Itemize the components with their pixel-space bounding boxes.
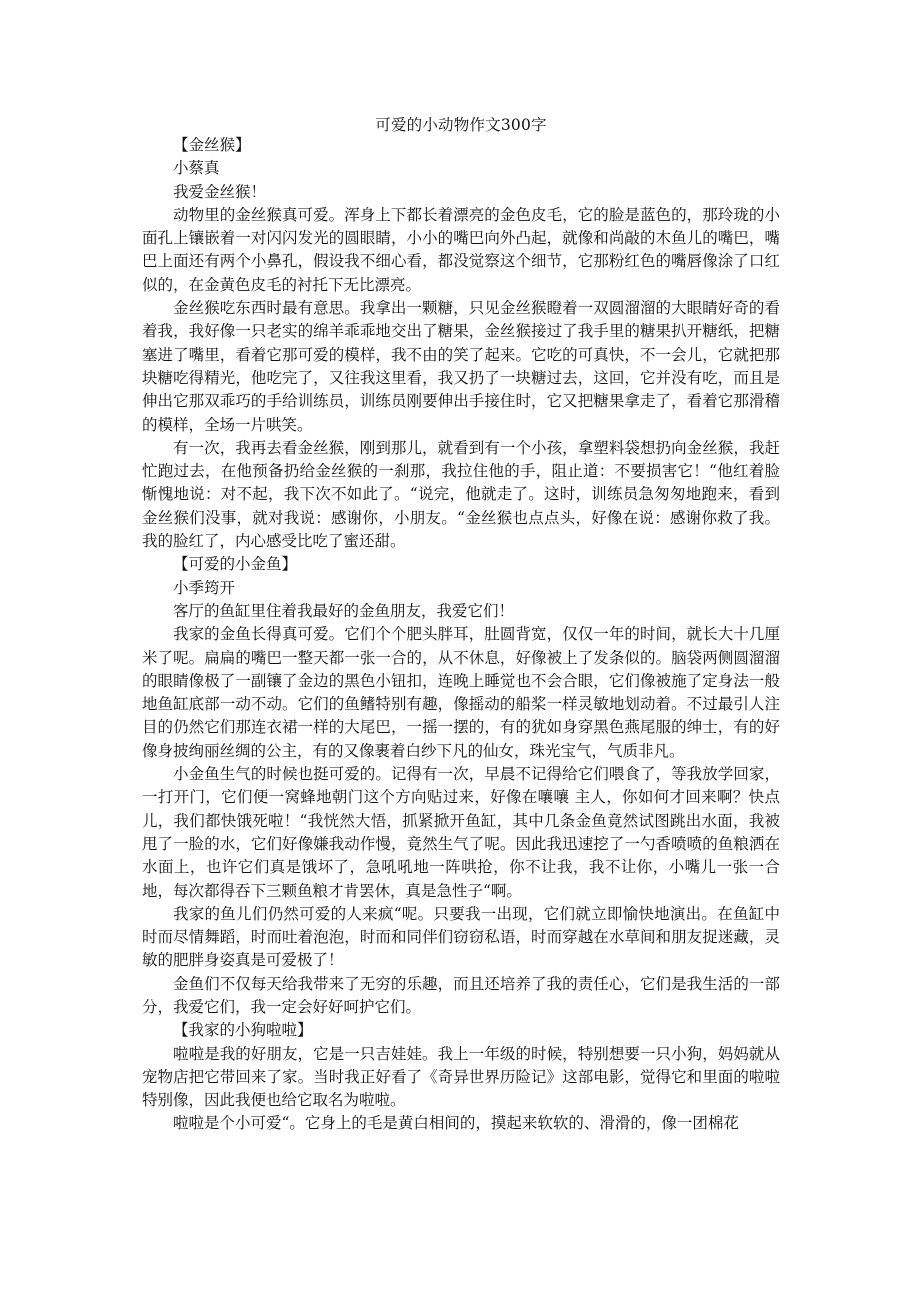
paragraph: 啦啦是个小可爱“。它身上的毛是黄白相间的，摸起来软软的、滑滑的，像一团棉花 <box>173 1114 739 1133</box>
author-name: 小蔡真 <box>173 159 220 178</box>
section-heading-goldfish: 【可爱的小金鱼】 <box>173 555 298 574</box>
paragraph: 金鱼们不仅每天给我带来了无穷的乐趣，而且还培养了我的责任心，它们是我生活的一部分，我爱它们，我一定会好好呵护它们。 <box>142 974 780 1016</box>
paragraph: 动物里的金丝猴真可爱。浑身上下都长着漂亮的金色皮毛，它的脸是蓝色的，那玲珑的小面孔上镶嵌着一对闪闪发光的圆眼睛，小小的嘴巴向外凸起，就像和尚敲的木鱼儿的嘴巴，嘴巴上面还有两个小鼻孔，假设我不细心看，都没觉察这个细节，它那粉红色的嘴唇像涂了口红似的，在金黄色皮毛的衬托下无比漂亮。 <box>142 205 780 294</box>
paragraph: 客厅的鱼缸里住着我最好的金鱼朋友，我爱它们！ <box>173 601 515 620</box>
paragraph: 有一次，我再去看金丝猴，刚到那儿，就看到有一个小孩，拿塑料袋想扔向金丝猴，我赶忙跑过去，在他预备扔给金丝猴的一刹那，我拉住他的手，阻止道：不要损害它！“他红着脸惭愧地说：对不起，我下次不如此了。“说完，他就走了。这时，训练员急匆匆地跑来，看到金丝猴们没事，就对我说：感谢你，小朋友。“金丝猴也点点头，好像在说：感谢你救了我。我的脸红了，内心感受比吃了蜜还甜。 <box>142 438 780 551</box>
author-name: 小季筠开 <box>173 578 236 597</box>
paragraph: 我家的鱼儿们仍然可爱的人来疯“呢。只要我一出现，它们就立即愉快地演出。在鱼缸中时而尽情舞蹈，时而吐着泡泡，时而和同伴们窃窃私语，时而穿越在水草间和朋友捉迷藏，灵敏的肥胖身姿真是可爱极了！ <box>142 904 780 970</box>
document-body <box>142 134 780 1136</box>
paragraph: 金丝猴吃东西时最有意思。我拿出一颗糖，只见金丝猴瞪着一双圆溜溜的大眼睛好奇的看着我，我好像一只老实的绵羊乖乖地交出了糖果，金丝猴接过了我手里的糖果扒开糖纸，把糖塞进了嘴里，看着它那可爱的模样，我不由的笑了起来。它吃的可真快，不一会儿，它就把那块糖吃得精光，他吃完了，又往我这里看，我又扔了一块糖过去，这回，它并没有吃，而且是伸出它那双乖巧的手给训练员，训练员刚要伸出手接住时，它又把糖果拿走了，看着它那滑稽的模样，全场一片哄笑。 <box>142 299 780 434</box>
paragraph: 我爱金丝猴！ <box>173 182 267 201</box>
paragraph: 小金鱼生气的时候也挺可爱的。记得有一次，早晨不记得给它们喂食了，等我放学回家，一打开门，它们便一窝蜂地朝门这个方向贴过来，好像在嚷嚷 主人，你如何才回来啊？快点儿，我们都快饿死啦！“我恍然大悟，抓紧掀开鱼缸，其中几条金鱼竟然试图跳出水面，我被甩了一脸的水，它们好像嫌我动作慢，竟然生气了呢。因此我迅速挖了一勺香喷喷的鱼粮洒在水面上，也许它们真是饿坏了，急吼吼地一阵哄抢，你不让我，我不让你，小嘴儿一张一合地，每次都得吞下三颗鱼粮才肯罢休，真是急性子“啊。 <box>142 765 780 900</box>
paragraph: 我家的金鱼长得真可爱。它们个个肥头胖耳，肚圆背宽，仅仅一年的时间，就长大十几厘米了呢。扁扁的嘴巴一整天都一张一合的，从不休息，好像被上了发条似的。脑袋两侧圆溜溜的眼睛像极了一副镶了金边的黑色小钮扣，连晚上睡觉也不会合眼，它们像被施了定身法一般地鱼缸底部一动不动。它们的鱼鳍特别有趣，像摇动的船桨一样灵敏地划动着。不过最引人注目的仍然它们那连衣裙一样的大尾巴，一摇一摆的，有的犹如身穿黑色燕尾服的绅士，有的好像身披绚丽丝绸的公主，有的又像裹着白纱下凡的仙女，珠光宝气，气质非凡。 <box>142 625 780 760</box>
paragraph: 啦啦是我的好朋友，它是一只吉娃娃。我上一年级的时候，特别想要一只小狗，妈妈就从宠物店把它带回来了家。当时我正好看了《奇异世界历险记》这部电影，觉得它和里面的啦啦特别像，因此我便也给它取名为啦啦。 <box>142 1044 780 1110</box>
document-title: 可爱的小动物作文300字 <box>375 116 547 134</box>
section-heading-golden-monkey: 【金丝猴】 <box>173 136 251 154</box>
section-heading-puppy: 【我家的小狗啦啦】 <box>173 1021 313 1040</box>
